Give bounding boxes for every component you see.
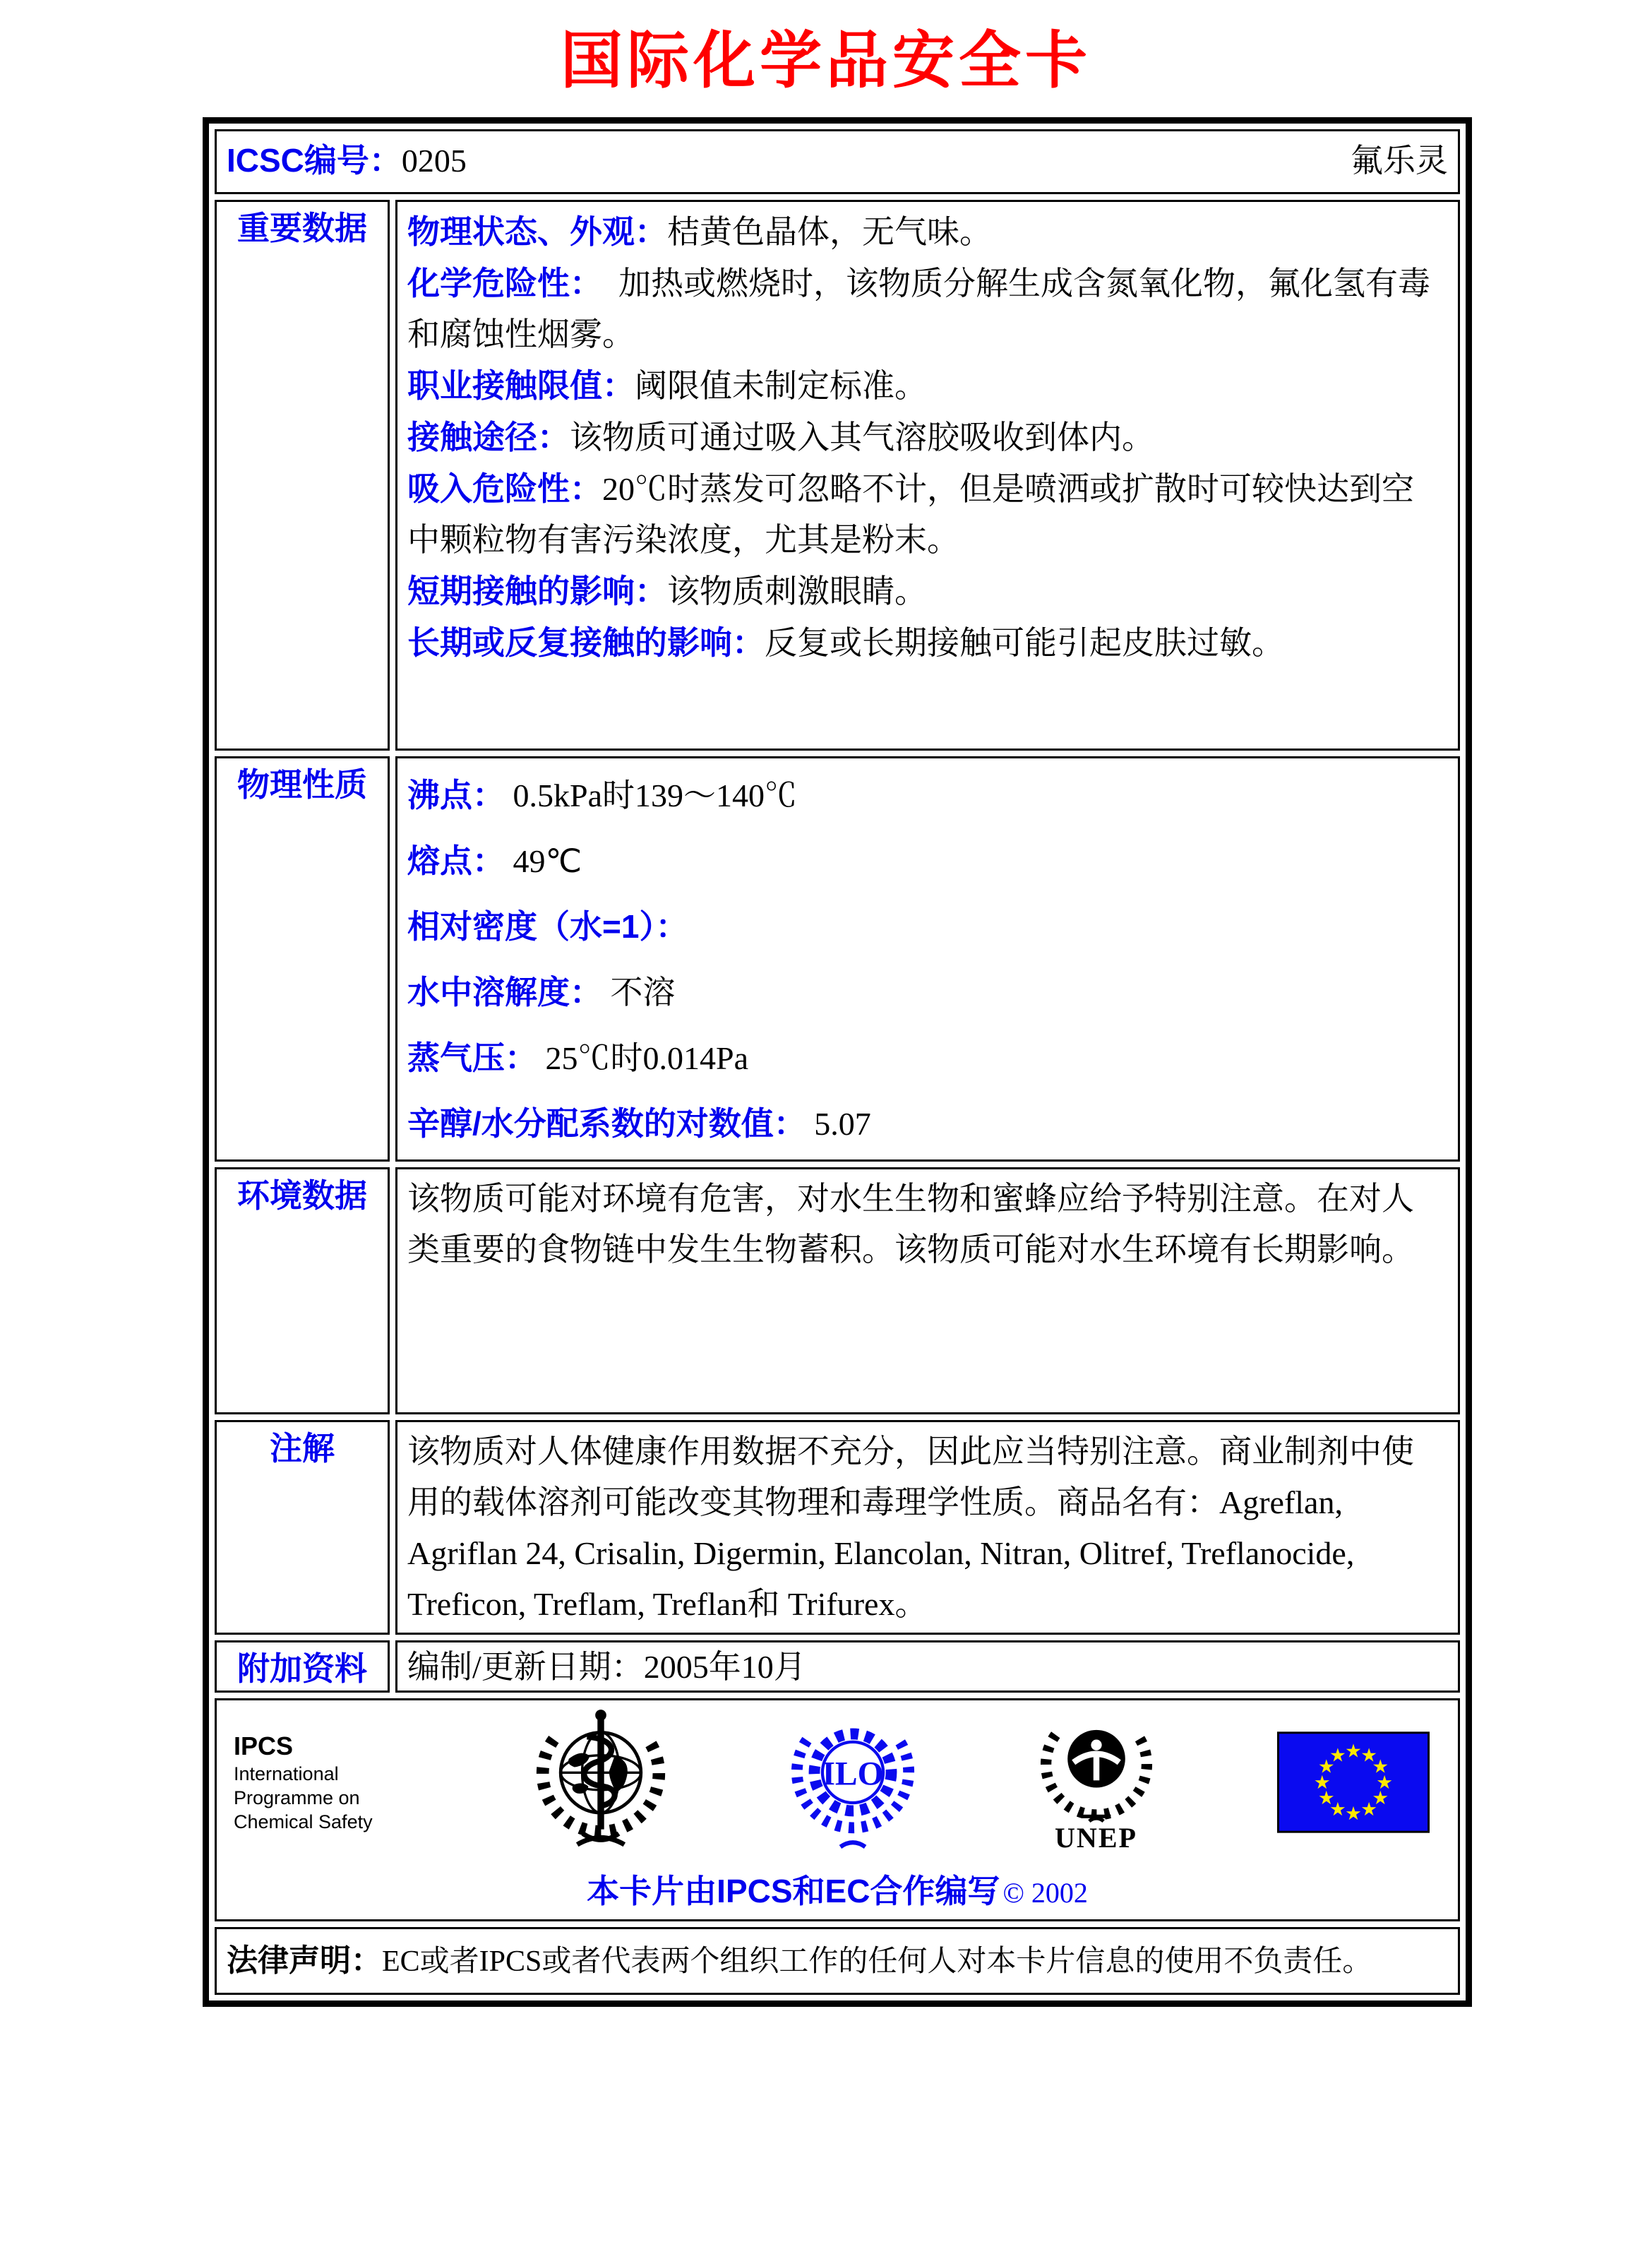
ipcs-name-line: Chemical Safety — [234, 1811, 373, 1832]
eu-star: ★ — [1313, 1771, 1331, 1794]
field-label: 长期或反复接触的影响： — [407, 624, 765, 661]
legal-notice-row — [215, 1927, 1460, 1995]
field-value: 20℃时蒸发可忽略不计，但是喷洒或扩散时可较快达到空中颗粒物有害污染浓度，尤其是粉末。 — [407, 471, 1414, 558]
field-label: 职业接触限值： — [407, 367, 635, 404]
important-data-row — [215, 200, 1460, 751]
ipcs-block — [234, 1731, 410, 1834]
legal-notice — [227, 1940, 1448, 1982]
important-data-title: 重要数据 — [215, 200, 390, 751]
environmental-data-text: 该物质可能对环境有危害，对水生生物和蜜蜂应给予特别注意。在对人类重要的食物链中发生生物蓄积。该物质可能对水生环境有长期影响。 — [407, 1181, 1414, 1268]
field-value: 5.07 — [814, 1106, 871, 1142]
field-label: 辛醇/水分配系数的对数值： — [407, 1105, 806, 1142]
notes-text: 该物质对人体健康作用数据不充分，因此应当特别注意。商业制剂中使用的载体溶剂可能改变其物理和毒理学性质。商品名有：Agreflan, Agriflan 24, Crisalin, Digermin, Elancolan, Nitran, Olitref, Treflanocide, Treficon, Treflam, Treflan和 Trifurex。 — [407, 1433, 1414, 1622]
field-row — [407, 206, 1445, 258]
field-label: 化学危险性： — [407, 265, 586, 302]
field-row — [407, 894, 1445, 960]
logos-row — [215, 1698, 1460, 1921]
eu-star: ★ — [1317, 1787, 1335, 1809]
page-title: 国际化学品安全卡 — [560, 25, 1091, 95]
additional-info-row — [215, 1640, 1460, 1693]
field-value: 49℃ — [513, 843, 582, 879]
eu-star: ★ — [1329, 1744, 1346, 1767]
notes-title: 注解 — [215, 1420, 390, 1635]
additional-info-title: 附加资料 — [215, 1640, 390, 1693]
copyright-text: © 2002 — [1002, 1877, 1088, 1909]
cooperation-caption — [227, 1866, 1448, 1912]
physical-properties-content — [395, 756, 1460, 1162]
field-label: 接触途径： — [407, 419, 570, 455]
important-data-content — [395, 200, 1460, 751]
ipcs-acronym: IPCS — [234, 1731, 294, 1760]
icsc-number-value: 0205 — [401, 143, 467, 179]
field-value: 该物质刺激眼睛。 — [667, 573, 927, 609]
field-row — [407, 1647, 1445, 1688]
field-label: 短期接触的影响： — [407, 573, 667, 609]
eu-star: ★ — [1372, 1787, 1389, 1809]
field-label: 物理状态、外观： — [407, 213, 667, 250]
field-row — [407, 828, 1445, 894]
who-emblem-icon — [532, 1706, 670, 1859]
ilo-letters: ILO — [822, 1755, 884, 1793]
eu-star: ★ — [1345, 1803, 1362, 1825]
field-value: 反复或长期接触可能引起皮肤过敏。 — [765, 625, 1284, 661]
field-label: 沸点： — [407, 777, 505, 813]
icsc-card-table — [203, 117, 1472, 2007]
card-header-cell — [215, 129, 1460, 194]
caption-text: 本卡片由IPCS和EC合作编写 — [587, 1873, 1000, 1909]
notes-content — [395, 1420, 1460, 1635]
icsc-number — [227, 134, 467, 187]
field-label: 水中溶解度： — [407, 974, 602, 1010]
ipcs-name-line: International — [234, 1763, 339, 1784]
field-value: 该物质可通过吸入其气溶胶吸收到体内。 — [570, 419, 1154, 455]
field-label: 吸入危险性： — [407, 470, 602, 507]
eu-star: ★ — [1360, 1744, 1377, 1767]
environmental-data-content — [395, 1167, 1460, 1414]
eu-star: ★ — [1360, 1799, 1377, 1821]
field-value: 0.5kPa时139～140℃ — [513, 777, 797, 813]
eu-star: ★ — [1317, 1755, 1335, 1778]
additional-info-content — [395, 1640, 1460, 1693]
field-row — [407, 258, 1445, 360]
eu-star: ★ — [1376, 1771, 1394, 1794]
field-value: 25℃时0.014Pa — [545, 1040, 748, 1076]
eu-star: ★ — [1345, 1740, 1362, 1763]
field-value: 桔黄色晶体，无气味。 — [667, 214, 992, 250]
unep-label: UNEP — [1055, 1821, 1137, 1854]
field-value: 阈限值未制定标准。 — [635, 368, 927, 404]
legal-text: EC或者IPCS或者代表两个组织工作的任何人对本卡片信息的使用不负责任。 — [382, 1945, 1372, 1978]
field-value: 加热或燃烧时，该物质分解生成含氮氧化物，氟化氢有毒和腐蚀性烟雾。 — [407, 266, 1430, 352]
substance-name: 氟乐灵 — [1351, 142, 1448, 179]
environmental-data-row — [215, 1167, 1460, 1414]
ilo-emblem-icon — [791, 1710, 915, 1854]
field-row — [407, 960, 1445, 1025]
unep-block — [1036, 1713, 1156, 1852]
field-label: 蒸气压： — [407, 1039, 537, 1076]
logos-cell — [215, 1698, 1460, 1921]
field-value: 2005年10月 — [643, 1649, 806, 1685]
eu-flag-icon — [1277, 1731, 1430, 1833]
field-label: 相对密度（水=1）： — [407, 908, 688, 945]
eu-star: ★ — [1372, 1755, 1389, 1778]
field-row — [407, 463, 1445, 566]
field-row — [407, 412, 1445, 463]
field-label: 熔点： — [407, 842, 505, 879]
field-label: 编制/更新日期： — [407, 1649, 644, 1685]
physical-properties-title: 物理性质 — [215, 756, 390, 1162]
notes-row — [215, 1420, 1460, 1635]
icsc-number-label: ICSC编号： — [227, 142, 402, 179]
legal-label: 法律声明： — [227, 1943, 382, 1978]
field-row — [407, 360, 1445, 412]
ipcs-name-line: Programme on — [234, 1787, 360, 1808]
field-row — [407, 566, 1445, 617]
card-header-row — [215, 129, 1460, 194]
eu-star: ★ — [1329, 1799, 1346, 1821]
field-row — [407, 1025, 1445, 1091]
environmental-data-title: 环境数据 — [215, 1167, 390, 1414]
field-row — [407, 763, 1445, 828]
physical-properties-row — [215, 756, 1460, 1162]
legal-notice-cell — [215, 1927, 1460, 1995]
field-row — [407, 617, 1445, 669]
field-row — [407, 1091, 1445, 1157]
field-value: 不溶 — [610, 974, 676, 1010]
unep-emblem-icon — [1036, 1713, 1156, 1826]
